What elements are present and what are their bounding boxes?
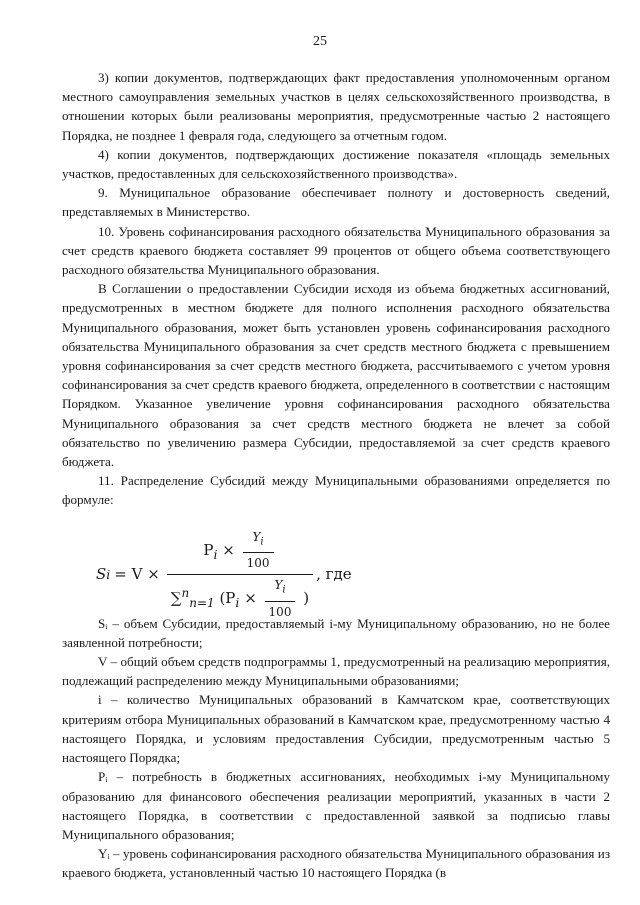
definition-paragraph: V – общий объем средств подпрограммы 1, предусмотренный на реализацию мероприятия, подлежащий распределению между Муниципальными образованиями; (62, 654, 610, 689)
definition-paragraph: Yᵢ – уровень софинансирования расходного обязательства Муниципального образования из краевого бюджета, установленный частью 10 настоящего Порядка (в (62, 846, 610, 881)
formula-sum-sub: n=1 (189, 596, 215, 611)
formula-den-p-sub: i (235, 595, 240, 611)
formula-den-hundred: 100 (265, 601, 296, 622)
formula-p: P (203, 540, 214, 559)
formula-block (62, 510, 610, 620)
subsidy-formula (96, 528, 352, 623)
formula-den-open: (P (219, 589, 236, 608)
paragraph: 11. Распределение Субсидий между Муниципальными образованиями определяется по формуле: (62, 473, 610, 508)
formula-y-sub: i (260, 536, 264, 548)
paragraph: 10. Уровень софинансирования расходного обязательства Муниципального образования за счет средств краевого бюджета составляет 99 процентов от общего объема соответствующего расходного обязательства Муниципального образования. (62, 223, 610, 278)
formula-den-y-fraction (265, 576, 296, 622)
definition-paragraph: i – количество Муниципальных образований в Камчатском крае, соответствующих критериям отбора Муниципальных образований в Камчатском крае, предусмотренному частью 4 настоящего Порядка, и условиям предоставления Субсидии, предусмотренным частью 5 настоящего Порядка; (62, 692, 610, 766)
formula-y: Y (252, 529, 261, 544)
formula-times: × (222, 540, 235, 559)
formula-sum: ∑ (170, 589, 182, 608)
formula-den-close: ) (303, 589, 310, 608)
formula-den-y-sub: i (282, 584, 286, 596)
formula-eq: = V × (114, 565, 160, 584)
paragraph: 9. Муниципальное образование обеспечивает полноту и достоверность сведений, представляемых в Министерство. (62, 185, 610, 220)
formula-lhs-sub: i (106, 567, 111, 583)
formula-numerator (199, 528, 280, 575)
formula-lhs: S (96, 565, 107, 584)
formula-main-fraction (167, 528, 313, 623)
definition-paragraph: Pᵢ – потребность в бюджетных ассигнованиях, необходимых i-му Муниципальному образованию для финансового обеспечения реализации мероприятий, указанных в части 2 настоящего Порядка, в соответствии с предоставленной заявкой за подписью главы Муниципального образования; (62, 769, 610, 842)
page-number: 25 (313, 34, 327, 49)
paragraph: 4) копии документов, подтверждающих достижение показателя «площадь земельных участков, предоставленных для сельскохозяйственного производства». (62, 146, 610, 182)
document-body (62, 68, 610, 883)
formula-suffix: , где (316, 565, 352, 584)
formula-den-times: × (244, 589, 257, 608)
formula-denominator (167, 574, 313, 622)
formula-sum-sup: n (181, 586, 190, 601)
definition-paragraph: Sᵢ – объем Субсидии, предоставляемый i-му Муниципальному образованию, но не более заявленной потребности; (62, 615, 610, 650)
formula-hundred: 100 (243, 552, 274, 573)
formula-p-sub: i (213, 546, 218, 562)
paragraph: 3) копии документов, подтверждающих факт предоставления уполномоченным органом местного самоуправления земельных участков в целях сельскохозяйственного производства, в отношении которых были реализованы мероприятия, предусмотренные частью 2 настоящего Порядка, не позднее 1 февраля года, следующего за отчетным годом. (62, 70, 610, 143)
formula-den-y: Y (274, 578, 283, 593)
paragraph: В Соглашении о предоставлении Субсидии исходя из объема бюджетных ассигнований, предусмотренных в местном бюджете для полного исполнения расходного обязательства Муниципального образования, может быть установлен уровень софинансирования расходного обязательства Муниципального образования за счет средств местного бюджета с превышением уровня софинансирования за счет средств местного бюджета, рассчитываемого с учетом уровня софинансирования за счет средств краевого бюджета, определенного в соответствии с настоящим Порядком. Указанное увеличение уровня софинансирования расходного обязательства Муниципального образования за счет средств местного бюджета не влечет за собой обязательство по увеличению размера Субсидии, предоставляемой за счет средств краевого бюджета. (62, 281, 610, 470)
formula-y-fraction (243, 528, 274, 574)
